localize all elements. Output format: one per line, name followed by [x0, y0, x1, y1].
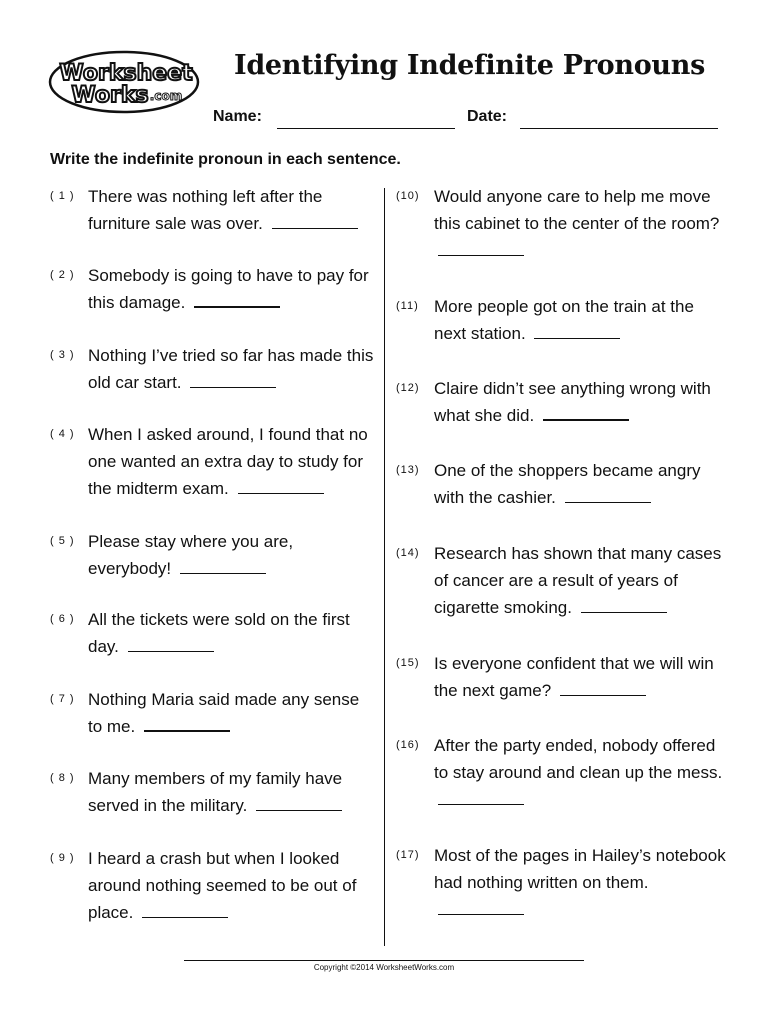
- instructions: Write the indefinite pronoun in each sentence.: [50, 151, 401, 168]
- question-text: Many members of my family have served in the military.: [88, 769, 343, 815]
- name-label: Name:: [213, 108, 262, 125]
- answer-blank[interactable]: [272, 211, 358, 229]
- question-number: (16): [396, 739, 420, 751]
- question-item: [396, 650, 730, 704]
- question-item: [396, 842, 730, 923]
- question-item: [396, 732, 730, 813]
- question-number: ( 1 ): [50, 190, 75, 202]
- question-item: [50, 845, 378, 926]
- answer-blank[interactable]: [534, 321, 620, 339]
- question-text: Nothing I’ve tried so far has made this old car start.: [88, 346, 374, 392]
- question-number: (13): [396, 464, 420, 476]
- question-number: ( 2 ): [50, 269, 75, 281]
- question-text: Would anyone care to help me move this cabinet to the center of the room?: [434, 187, 720, 233]
- question-number: (12): [396, 382, 420, 394]
- question-text: Somebody is going to have to pay for this damage.: [88, 266, 369, 312]
- name-field[interactable]: [277, 128, 455, 129]
- question-text: Claire didn’t see anything wrong with what she did.: [434, 379, 711, 425]
- worksheet-title: Identifying Indefinite Pronouns: [234, 50, 705, 81]
- question-number: ( 7 ): [50, 693, 75, 705]
- answer-blank[interactable]: [180, 556, 266, 574]
- question-text: When I asked around, I found that no one wanted an extra day to study for the midterm exam.: [88, 425, 368, 498]
- footer-rule: [184, 960, 584, 961]
- question-item: [50, 606, 378, 660]
- question-text: Is everyone confident that we will win the next game?: [434, 654, 714, 700]
- question-number: (10): [396, 190, 420, 202]
- question-item: [50, 686, 378, 740]
- answer-blank[interactable]: [128, 634, 214, 652]
- question-number: ( 8 ): [50, 772, 75, 784]
- question-text: One of the shoppers became angry with the cashier.: [434, 461, 701, 507]
- date-label: Date:: [467, 108, 508, 125]
- question-text: Research has shown that many cases of cancer are a result of years of cigarette smoking.: [434, 544, 722, 617]
- question-number: (17): [396, 849, 420, 861]
- answer-blank[interactable]: [438, 238, 524, 256]
- question-text: Nothing Maria said made any sense to me.: [88, 690, 360, 736]
- logo-line1: Worksheet: [59, 61, 193, 86]
- question-item: [50, 765, 378, 819]
- question-text: All the tickets were sold on the first day.: [88, 610, 350, 656]
- question-number: (15): [396, 657, 420, 669]
- question-number: ( 4 ): [50, 428, 75, 440]
- answer-blank[interactable]: [144, 713, 230, 732]
- question-item: [50, 421, 378, 502]
- answer-blank[interactable]: [190, 370, 276, 388]
- answer-blank[interactable]: [560, 678, 646, 696]
- question-number: ( 3 ): [50, 349, 75, 361]
- question-item: [396, 540, 730, 621]
- question-item: [50, 262, 378, 316]
- question-text: After the party ended, nobody offered to stay around and clean up the mess.: [434, 736, 723, 782]
- question-item: [396, 457, 730, 511]
- question-text: Please stay where you are, everybody!: [88, 532, 294, 578]
- answer-blank[interactable]: [565, 485, 651, 503]
- question-item: [396, 375, 730, 429]
- answer-blank[interactable]: [256, 793, 342, 811]
- answer-blank[interactable]: [581, 595, 667, 613]
- question-text: Most of the pages in Hailey’s notebook had nothing written on them.: [434, 846, 726, 892]
- question-number: ( 5 ): [50, 535, 75, 547]
- question-number: ( 9 ): [50, 852, 75, 864]
- question-item: [50, 342, 378, 396]
- question-text: I heard a crash but when I looked around nothing seemed to be out of place.: [88, 849, 357, 922]
- question-item: [50, 183, 378, 237]
- question-number: (11): [396, 300, 419, 312]
- answer-blank[interactable]: [194, 289, 280, 308]
- question-item: [396, 183, 730, 264]
- question-text: There was nothing left after the furniture sale was over.: [88, 187, 323, 233]
- answer-blank[interactable]: [142, 900, 228, 918]
- answer-blank[interactable]: [438, 787, 524, 805]
- answer-blank[interactable]: [238, 476, 324, 494]
- worksheetworks-logo: [48, 50, 200, 114]
- answer-blank[interactable]: [543, 402, 629, 421]
- date-field[interactable]: [520, 128, 718, 129]
- column-divider: [384, 188, 385, 946]
- question-text: More people got on the train at the next station.: [434, 297, 694, 343]
- question-number: ( 6 ): [50, 613, 75, 625]
- copyright-footer: Copyright ©2014 WorksheetWorks.com: [313, 963, 455, 972]
- question-item: [50, 528, 378, 582]
- answer-blank[interactable]: [438, 897, 524, 915]
- question-number: (14): [396, 547, 420, 559]
- question-item: [396, 293, 730, 347]
- logo-suffix: .com: [149, 89, 183, 103]
- logo-line2: Works: [71, 83, 149, 108]
